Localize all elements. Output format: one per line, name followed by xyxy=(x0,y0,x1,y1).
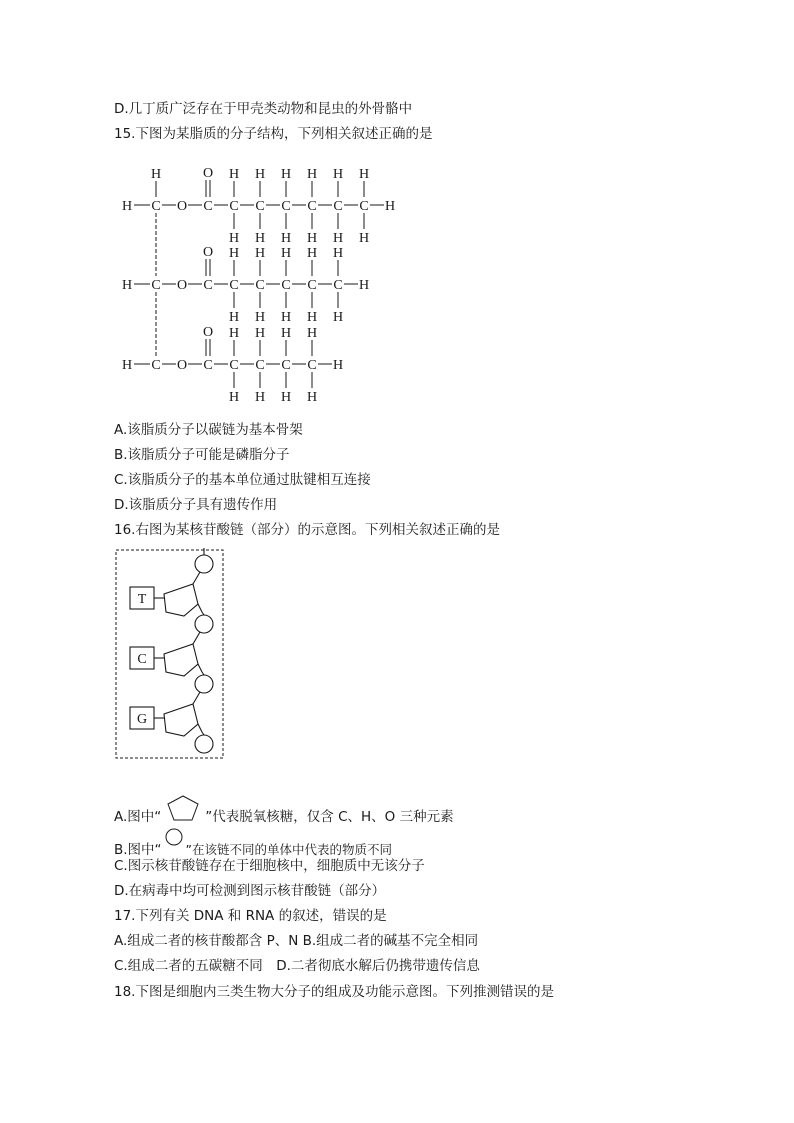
hydrogen-atom: H xyxy=(150,167,162,182)
question-18: 18.下图是细胞内三类生物大分子的组成及功能示意图。下列推测错误的是 xyxy=(114,984,554,1000)
hydrogen-atom: H xyxy=(254,167,266,182)
phosphodiester-bond xyxy=(198,724,204,735)
hydrogen-atom: H xyxy=(332,231,344,246)
phosphodiester-bond xyxy=(198,604,204,615)
glycerol-carbon: C xyxy=(151,358,161,373)
phosphate-circle xyxy=(195,555,213,573)
hydrogen-atom: H xyxy=(121,358,133,373)
chain-carbon: C xyxy=(229,358,239,373)
chain-carbon: C xyxy=(281,358,291,373)
hydrogen-atom: H xyxy=(228,246,240,261)
carbonyl-oxygen: O xyxy=(202,166,214,181)
hydrogen-atom: H xyxy=(228,231,240,246)
base-label: T xyxy=(137,592,147,607)
hydrogen-atom: H xyxy=(280,246,292,261)
option-a-prefix: A.图中“ xyxy=(114,809,162,825)
carbonyl-carbon: C xyxy=(203,199,213,214)
ester-oxygen: O xyxy=(176,199,188,214)
hydrogen-atom: H xyxy=(358,231,370,246)
hydrogen-atom: H xyxy=(254,310,266,325)
hydrogen-atom: H xyxy=(121,199,133,214)
hydrogen-atom: H xyxy=(228,326,240,341)
question-16-option-b xyxy=(114,826,392,859)
hydrogen-atom: H xyxy=(280,310,292,325)
hydrogen-atom: H xyxy=(254,390,266,405)
glycerol-carbon: C xyxy=(151,278,161,293)
question-17-options-ab: A.组成二者的核苷酸都含 P、N B.组成二者的碱基不完全相同 xyxy=(114,933,479,949)
hydrogen-atom: H xyxy=(306,326,318,341)
chain-carbon: C xyxy=(255,278,265,293)
question-16: 16.右图为某核苷酸链（部分）的示意图。下列相关叙述正确的是 xyxy=(114,522,500,538)
hydrogen-atom: H xyxy=(358,167,370,182)
hydrogen-atom: H xyxy=(228,390,240,405)
pentagon-icon xyxy=(163,793,203,823)
carbonyl-oxygen: O xyxy=(202,245,214,260)
carbonyl-carbon: C xyxy=(203,358,213,373)
chain-carbon: C xyxy=(281,278,291,293)
phosphate-circle xyxy=(195,615,213,633)
phosphate-circle xyxy=(195,675,213,693)
chain-carbon: C xyxy=(281,199,291,214)
chain-carbon: C xyxy=(359,199,369,214)
ester-oxygen: O xyxy=(176,278,188,293)
chain-carbon: C xyxy=(307,358,317,373)
chain-carbon: C xyxy=(229,278,239,293)
phosphate-circle xyxy=(195,735,213,753)
nucleotide-chain-figure xyxy=(112,546,230,764)
hydrogen-atom: H xyxy=(254,246,266,261)
deoxyribose-pentagon xyxy=(164,644,198,676)
carbonyl-carbon: C xyxy=(203,278,213,293)
hydrogen-atom: H xyxy=(306,231,318,246)
glycerol-carbon: C xyxy=(151,199,161,214)
phosphodiester-bond xyxy=(198,664,204,675)
hydrogen-atom: H xyxy=(228,310,240,325)
carbonyl-oxygen: O xyxy=(202,325,214,340)
phosphodiester-bond xyxy=(193,632,200,644)
circle-icon xyxy=(162,826,186,850)
question-16-option-d: D.在病毒中均可检测到图示核苷酸链（部分） xyxy=(114,883,386,899)
phosphodiester-bond xyxy=(193,692,200,704)
hydrogen-atom: H xyxy=(306,390,318,405)
deoxyribose-pentagon xyxy=(164,584,198,616)
hydrogen-atom: H xyxy=(121,278,133,293)
hydrogen-atom: H xyxy=(280,231,292,246)
option-b-suffix: ”在该链不同的单体中代表的物质不同 xyxy=(185,842,393,857)
hydrogen-atom: H xyxy=(332,246,344,261)
hydrogen-atom: H xyxy=(228,167,240,182)
hydrogen-atom: H xyxy=(254,231,266,246)
phosphodiester-bond xyxy=(193,572,200,584)
hydrogen-atom: H xyxy=(306,246,318,261)
terminal-hydrogen: H xyxy=(384,199,396,214)
hydrogen-atom: H xyxy=(332,167,344,182)
chain-carbon: C xyxy=(307,199,317,214)
base-label: G xyxy=(136,712,148,727)
hydrogen-atom: H xyxy=(306,310,318,325)
hydrogen-atom: H xyxy=(280,326,292,341)
base-label: C xyxy=(137,652,147,667)
chain-carbon: C xyxy=(229,199,239,214)
question-17: 17.下列有关 DNA 和 RNA 的叙述，错误的是 xyxy=(114,908,387,924)
terminal-hydrogen: H xyxy=(358,278,370,293)
hydrogen-atom: H xyxy=(306,167,318,182)
option-b-prefix: B.图中“ xyxy=(114,842,162,858)
hydrogen-atom: H xyxy=(254,326,266,341)
chain-carbon: C xyxy=(307,278,317,293)
question-16-option-c: C.图示核苷酸链存在于细胞核中，细胞质中无该分子 xyxy=(114,858,425,874)
question-15-option-b: B.该脂质分子可能是磷脂分子 xyxy=(114,447,290,463)
chain-carbon: C xyxy=(333,278,343,293)
chain-carbon: C xyxy=(333,199,343,214)
hydrogen-atom: H xyxy=(280,167,292,182)
question-15-option-a: A.该脂质分子以碳链为基本骨架 xyxy=(114,422,303,438)
deoxyribose-pentagon xyxy=(164,704,198,736)
hydrogen-atom: H xyxy=(332,310,344,325)
chain-carbon: C xyxy=(255,199,265,214)
question-17-options-cd: C.组成二者的五碳糖不同 D.二者彻底水解后仍携带遗传信息 xyxy=(114,958,480,974)
ester-oxygen: O xyxy=(176,358,188,373)
question-16-option-a xyxy=(114,793,454,826)
option-d-chitin: D.几丁质广泛存在于甲壳类动物和昆虫的外骨骼中 xyxy=(114,101,413,117)
option-a-suffix: ”代表脱氧核糖，仅含 C、H、O 三种元素 xyxy=(205,809,454,825)
chain-carbon: C xyxy=(255,358,265,373)
hydrogen-atom: H xyxy=(280,390,292,405)
question-15: 15.下图为某脂质的分子结构，下列相关叙述正确的是 xyxy=(114,126,433,142)
question-15-option-d: D.该脂质分子具有遗传作用 xyxy=(114,497,278,513)
terminal-hydrogen: H xyxy=(332,358,344,373)
question-15-option-c: C.该脂质分子的基本单位通过肽键相互连接 xyxy=(114,472,371,488)
lipid-structure-figure xyxy=(110,160,410,405)
